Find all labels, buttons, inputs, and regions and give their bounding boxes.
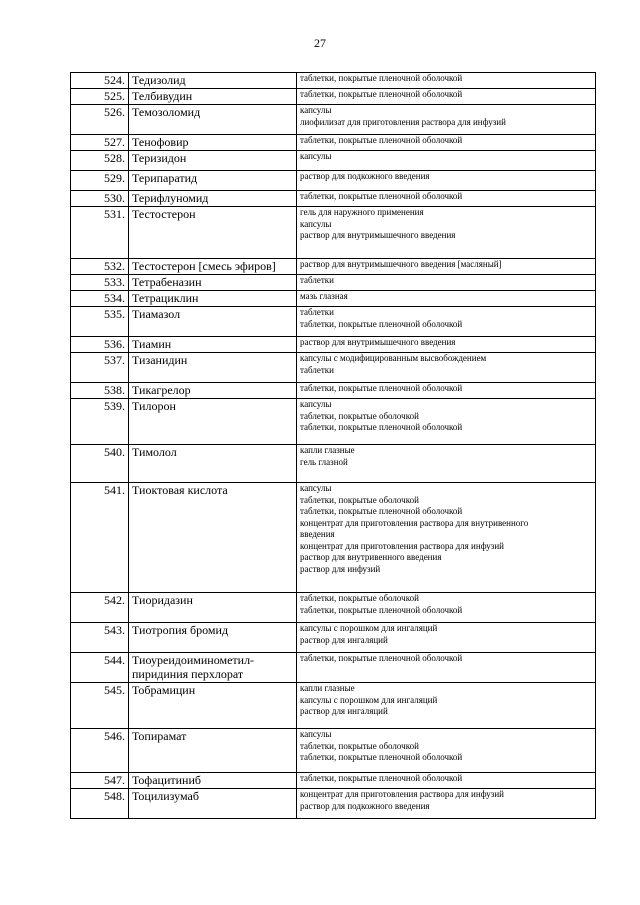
row-number: 525. — [71, 89, 129, 105]
dosage-form: гель глазной — [300, 456, 348, 467]
dosage-form: таблетки — [300, 307, 335, 317]
dosage-form: таблетки, покрытые пленочной оболочкой — [300, 318, 463, 329]
drug-table-body — [71, 73, 596, 819]
dosage-forms — [297, 191, 596, 207]
row-number: 535. — [71, 307, 129, 337]
dosage-form: таблетки — [300, 364, 335, 375]
table-row — [71, 483, 596, 593]
table-row — [71, 89, 596, 105]
row-number: 530. — [71, 191, 129, 207]
row-number: 543. — [71, 623, 129, 653]
dosage-forms — [297, 383, 596, 399]
drug-name: Тикагрелор — [129, 383, 297, 399]
dosage-form: лиофилизат для приготовления раствора для инфузий — [300, 116, 506, 127]
dosage-forms — [297, 773, 596, 789]
drug-name: Телбивудин — [129, 89, 297, 105]
drug-name: Тиамин — [129, 337, 297, 353]
dosage-form: таблетки, покрытые пленочной оболочкой — [300, 653, 463, 663]
row-number: 534. — [71, 291, 129, 307]
dosage-forms — [297, 291, 596, 307]
dosage-form: таблетки, покрытые оболочкой — [300, 494, 419, 505]
drug-name: Терипаратид — [129, 171, 297, 191]
drug-name: Тофацитиниб — [129, 773, 297, 789]
table-row — [71, 729, 596, 773]
table-row — [71, 383, 596, 399]
table-row — [71, 207, 596, 259]
row-number: 538. — [71, 383, 129, 399]
dosage-form: таблетки, покрытые пленочной оболочкой — [300, 73, 463, 83]
dosage-forms — [297, 653, 596, 683]
table-row — [71, 623, 596, 653]
table-row — [71, 445, 596, 483]
dosage-form: раствор для внутримышечного введения — [300, 230, 456, 240]
table-row — [71, 73, 596, 89]
drug-name: Тиотропия бромид — [129, 623, 297, 653]
dosage-form: капсулы — [300, 729, 332, 739]
dosage-form: таблетки, покрытые пленочной оболочкой — [300, 383, 463, 393]
dosage-form: капсулы с порошком для ингаляций — [300, 623, 438, 633]
table-row — [71, 105, 596, 135]
dosage-forms — [297, 171, 596, 191]
dosage-form: капли глазные — [300, 445, 355, 455]
dosage-form: раствор для инфузий — [300, 563, 381, 574]
drug-name: Теризидон — [129, 151, 297, 171]
row-number: 548. — [71, 789, 129, 819]
drug-name: Тобрамицин — [129, 683, 297, 729]
table-row — [71, 789, 596, 819]
drug-name: Темозоломид — [129, 105, 297, 135]
table-row — [71, 171, 596, 191]
dosage-forms — [297, 135, 596, 151]
table-row — [71, 683, 596, 729]
row-number: 542. — [71, 593, 129, 623]
drug-name: Терифлуномид — [129, 191, 297, 207]
dosage-forms — [297, 89, 596, 105]
dosage-forms — [297, 207, 596, 259]
drug-name: Тетрабеназин — [129, 275, 297, 291]
dosage-form: концентрат для приготовления раствора для инфузий — [300, 789, 504, 799]
dosage-forms — [297, 593, 596, 623]
dosage-form: капсулы с порошком для ингаляций — [300, 694, 438, 705]
table-row — [71, 653, 596, 683]
row-number: 524. — [71, 73, 129, 89]
drug-name: Тестостерон — [129, 207, 297, 259]
drug-name: Топирамат — [129, 729, 297, 773]
dosage-form: раствор для внутримышечного введения [масляный] — [300, 259, 502, 269]
dosage-form: введения — [300, 529, 335, 539]
table-row — [71, 399, 596, 445]
dosage-form: раствор для внутримышечного введения — [300, 337, 456, 347]
row-number: 547. — [71, 773, 129, 789]
dosage-forms — [297, 789, 596, 819]
dosage-forms — [297, 307, 596, 337]
row-number: 537. — [71, 353, 129, 383]
dosage-forms — [297, 445, 596, 483]
dosage-forms — [297, 483, 596, 593]
table-row — [71, 773, 596, 789]
drug-name: Тедизолид — [129, 73, 297, 89]
dosage-form: раствор для подкожного введения — [300, 800, 430, 811]
dosage-forms — [297, 683, 596, 729]
dosage-forms — [297, 151, 596, 171]
row-number: 536. — [71, 337, 129, 353]
row-number: 531. — [71, 207, 129, 259]
dosage-forms — [297, 105, 596, 135]
dosage-form: таблетки, покрытые пленочной оболочкой — [300, 191, 463, 201]
table-row — [71, 275, 596, 291]
drug-name: Тизанидин — [129, 353, 297, 383]
dosage-form: раствор для подкожного введения — [300, 171, 430, 181]
row-number: 544. — [71, 653, 129, 683]
drug-table — [70, 72, 596, 819]
table-row — [71, 151, 596, 171]
dosage-form: таблетки — [300, 275, 335, 285]
drug-name: Тилорон — [129, 399, 297, 445]
drug-name: Тиоктовая кислота — [129, 483, 297, 593]
dosage-forms — [297, 275, 596, 291]
dosage-form: таблетки, покрытые оболочкой — [300, 593, 419, 603]
drug-name: Тенофовир — [129, 135, 297, 151]
dosage-forms — [297, 73, 596, 89]
drug-name: Тимолол — [129, 445, 297, 483]
dosage-form: таблетки, покрытые пленочной оболочкой — [300, 752, 463, 762]
drug-name: Тиоридазин — [129, 593, 297, 623]
dosage-forms — [297, 399, 596, 445]
dosage-form: таблетки, покрытые пленочной оболочкой — [300, 773, 463, 783]
page-number: 27 — [314, 36, 326, 50]
table-row — [71, 291, 596, 307]
drug-name: Тестостерон [смесь эфиров] — [129, 259, 297, 275]
dosage-form: концентрат для приготовления раствора для внутривенного — [300, 517, 529, 528]
row-number: 532. — [71, 259, 129, 275]
table-row — [71, 307, 596, 337]
dosage-forms — [297, 337, 596, 353]
dosage-form: капсулы — [300, 483, 332, 493]
dosage-form: таблетки, покрытые пленочной оболочкой — [300, 89, 463, 99]
dosage-forms — [297, 623, 596, 653]
dosage-forms — [297, 729, 596, 773]
table-row — [71, 191, 596, 207]
dosage-form: капсулы — [300, 218, 332, 229]
row-number: 541. — [71, 483, 129, 593]
table-row — [71, 259, 596, 275]
row-number: 540. — [71, 445, 129, 483]
dosage-form: мазь глазная — [300, 291, 348, 301]
row-number: 526. — [71, 105, 129, 135]
dosage-form: таблетки, покрытые оболочкой — [300, 740, 419, 751]
dosage-form: таблетки, покрытые пленочной оболочкой — [300, 506, 463, 516]
dosage-form: капсулы — [300, 105, 332, 115]
dosage-form: раствор для внутривенного введения — [300, 552, 442, 562]
row-number: 527. — [71, 135, 129, 151]
row-number: 533. — [71, 275, 129, 291]
table-row — [71, 593, 596, 623]
table-row — [71, 337, 596, 353]
dosage-form: таблетки, покрытые пленочной оболочкой — [300, 422, 463, 432]
table-row — [71, 353, 596, 383]
dosage-form: капсулы с модифицированным высвобождением — [300, 353, 487, 363]
dosage-form: концентрат для приготовления раствора для инфузий — [300, 540, 504, 551]
dosage-form: капли глазные — [300, 683, 355, 693]
drug-name: Тиамазол — [129, 307, 297, 337]
dosage-form: таблетки, покрытые пленочной оболочкой — [300, 604, 463, 615]
dosage-form: таблетки, покрытые пленочной оболочкой — [300, 135, 463, 145]
dosage-form: таблетки, покрытые оболочкой — [300, 410, 419, 421]
dosage-forms — [297, 259, 596, 275]
dosage-forms — [297, 353, 596, 383]
dosage-form: раствор для ингаляций — [300, 634, 388, 645]
row-number: 528. — [71, 151, 129, 171]
drug-name: Тиоуреидоиминометил-пиридиния перхлорат — [129, 653, 297, 683]
row-number: 529. — [71, 171, 129, 191]
drug-name: Тетрациклин — [129, 291, 297, 307]
dosage-form: гель для наружного применения — [300, 207, 424, 217]
row-number: 539. — [71, 399, 129, 445]
dosage-form: капсулы — [300, 151, 332, 161]
table-row — [71, 135, 596, 151]
dosage-form: раствор для ингаляций — [300, 706, 388, 716]
dosage-form: капсулы — [300, 399, 332, 409]
row-number: 546. — [71, 729, 129, 773]
drug-name: Тоцилизумаб — [129, 789, 297, 819]
row-number: 545. — [71, 683, 129, 729]
